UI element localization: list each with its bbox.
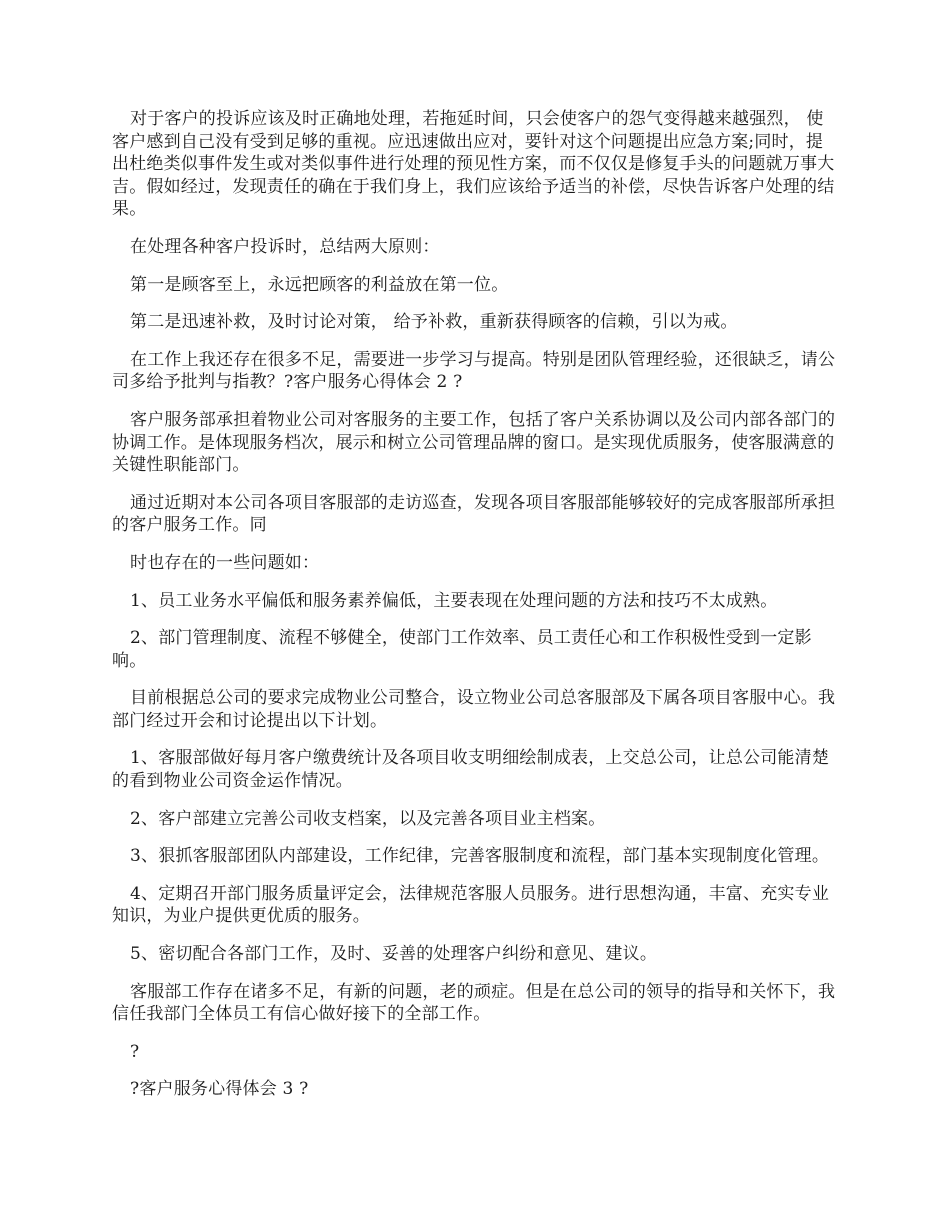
paragraph-plan-4: 4、定期召开部门服务质量评定会，法律规范客服人员服务。进行思想沟通，丰富、充实专业知识，为业户提供更优质的服务。 [112, 883, 830, 927]
paragraph-complaint-handling: 对于客户的投诉应该及时正确地处理，若拖延时间，只会使客户的怨气变得越来越强烈， 使客户感到自己没有受到足够的重视。应迅速做出应对，要针对这个问题提出应急方案;同时，提出杜绝类似事件发生或对类似事件进行处理的预见性方案，而不仅仅是修复手头的问题就万事大吉。假如经过，发现责任的确在于我们身上，我们应该给予适当的补偿，尽快告诉客户处理的结果。 [112, 109, 835, 220]
paragraph-two-principles: 在处理各种客户投诉时，总结两大原则： [130, 236, 440, 257]
paragraph-section-heading-3: ?客户服务心得体会 3 ? [130, 1079, 309, 1100]
paragraph-shortcomings: 在工作上我还存在很多不足，需要进一步学习与提高。特别是团队管理经验，还很缺乏，请公司多给予批判与指教？?客户服务心得体会 2 ? [112, 349, 836, 393]
paragraph-plan-5: 5、密切配合各部门工作，及时、妥善的处理客户纠纷和意见、建议。 [130, 944, 658, 965]
paragraph-problem-1: 1、员工业务水平偏低和服务素养偏低，主要表现在处理问题的方法和技巧不太成熟。 [130, 590, 778, 611]
paragraph-principle-one: 第一是顾客至上，永远把顾客的利益放在第一位。 [130, 274, 509, 295]
paragraph-plan-3: 3、狠抓客服部团队内部建设，工作纪律，完善客服制度和流程，部门基本实现制度化管理。 [130, 846, 830, 867]
paragraph-department-role: 客户服务部承担着物业公司对客服务的主要工作，包括了客户关系协调以及公司内部各部门的协调工作。是体现服务档次，展示和树立公司管理品牌的窗口。是实现优质服务，使客服满意的关键性职能部门。 [112, 409, 836, 476]
paragraph-problem-2: 2、部门管理制度、流程不够健全，使部门工作效率、员工责任心和工作积极性受到一定影响。 [112, 628, 812, 671]
paragraph-inspection: 通过近期对本公司各项目客服部的走访巡查，发现各项目客服部能够较好的完成客服部所承担的客户服务工作。同 [112, 492, 836, 536]
paragraph-question-mark: ? [130, 1041, 140, 1062]
paragraph-conclusion: 客服部工作存在诸多不足，有新的问题，老的顽症。但是在总公司的领导的指导和关怀下，我信任我部门全体员工有信心做好接下的全部工作。 [112, 981, 836, 1025]
paragraph-problems-intro: 时也存在的一些问题如： [130, 552, 320, 573]
paragraph-plan-2: 2、客户部建立完善公司收支档案，以及完善各项目业主档案。 [130, 808, 606, 829]
paragraph-plan-1: 1、客服部做好每月客户缴费统计及各项目收支明细绘制成表，上交总公司，让总公司能清楚的看到物业公司资金运作情况。 [112, 748, 830, 792]
paragraph-principle-two: 第二是迅速补救，及时讨论对策， 给予补救，重新获得顾客的信赖，引以为戒。 [130, 312, 738, 333]
paragraph-plan-intro: 目前根据总公司的要求完成物业公司整合，设立物业公司总客服部及下属各项目客服中心。我部门经过开会和讨论提出以下计划。 [112, 688, 836, 731]
